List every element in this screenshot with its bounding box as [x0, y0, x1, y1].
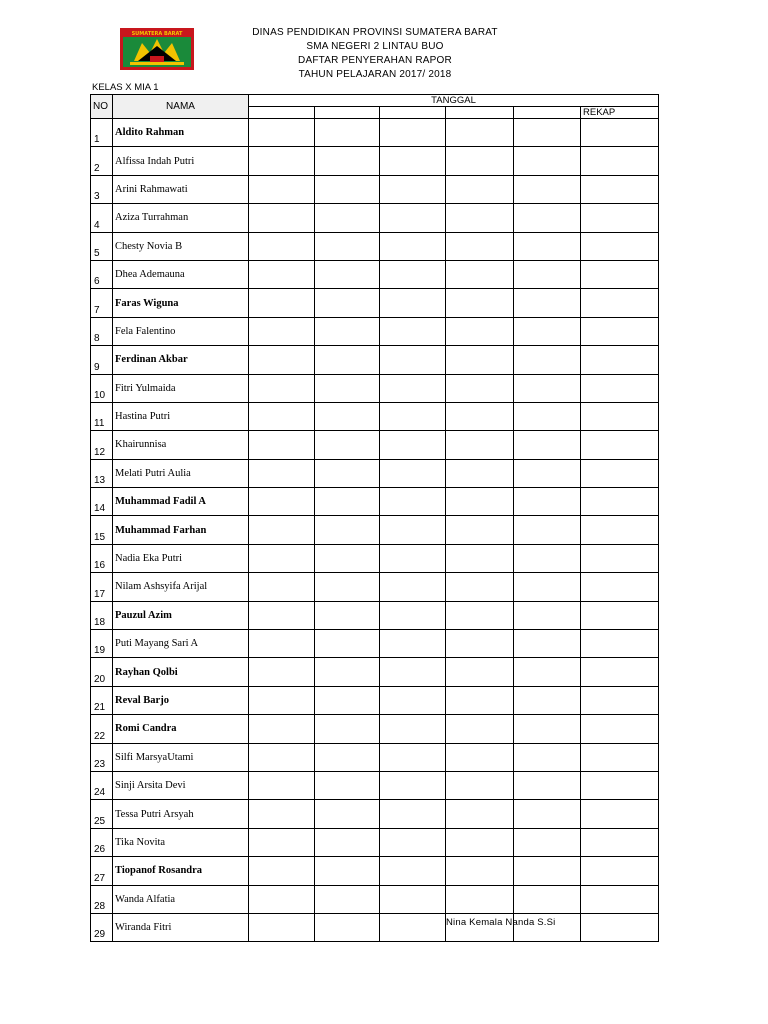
table-row: [91, 374, 659, 402]
rekap-cell: [581, 402, 659, 430]
date-cell: [249, 743, 315, 771]
date-cell: [315, 488, 380, 516]
date-cell: [315, 573, 380, 601]
date-cell: [514, 516, 581, 544]
rekap-cell: [581, 743, 659, 771]
date-cell: [249, 232, 315, 260]
date-cell: [315, 800, 380, 828]
student-name: Silfi MarsyaUtami: [113, 743, 249, 771]
date-cell: [249, 913, 315, 941]
date-cell: [514, 686, 581, 714]
date-cell: [514, 544, 581, 572]
date-cell: [446, 771, 514, 799]
student-name: Aziza Turrahman: [113, 204, 249, 232]
col-header-no: NO: [91, 95, 113, 119]
student-name: Fela Falentino: [113, 317, 249, 345]
date-cell: [315, 630, 380, 658]
table-row: [91, 431, 659, 459]
date-cell: [446, 431, 514, 459]
date-cell: [446, 715, 514, 743]
table-row: [91, 573, 659, 601]
report-handover-table: [90, 94, 659, 942]
date-cell: [249, 175, 315, 203]
date-cell: [514, 147, 581, 175]
row-number: 19: [91, 630, 113, 658]
date-cell: [315, 516, 380, 544]
date-cell: [514, 601, 581, 629]
row-number: 9: [91, 346, 113, 374]
col-header-nama: NAMA: [113, 95, 249, 119]
roster-body: [91, 119, 659, 942]
date-cell: [446, 828, 514, 856]
date-cell: [514, 289, 581, 317]
rekap-cell: [581, 488, 659, 516]
table-row: [91, 402, 659, 430]
table-row: [91, 119, 659, 147]
table-row: [91, 743, 659, 771]
date-cell: [446, 147, 514, 175]
sumatera-barat-logo: [120, 28, 194, 70]
rekap-cell: [581, 885, 659, 913]
date-col-5: [514, 107, 581, 119]
row-number: 23: [91, 743, 113, 771]
date-cell: [315, 828, 380, 856]
student-name: Tessa Putri Arsyah: [113, 800, 249, 828]
date-cell: [249, 601, 315, 629]
rekap-cell: [581, 119, 659, 147]
date-cell: [446, 630, 514, 658]
date-cell: [315, 857, 380, 885]
date-cell: [446, 686, 514, 714]
table-row: [91, 232, 659, 260]
date-cell: [446, 885, 514, 913]
date-col-4: [446, 107, 514, 119]
date-cell: [380, 913, 446, 941]
student-name: Khairunnisa: [113, 431, 249, 459]
date-cell: [249, 459, 315, 487]
date-cell: [315, 175, 380, 203]
rekap-cell: [581, 715, 659, 743]
date-cell: [380, 885, 446, 913]
date-cell: [249, 544, 315, 572]
date-cell: [446, 119, 514, 147]
date-cell: [315, 374, 380, 402]
header-line-year: TAHUN PELAJARAN 2017/ 2018: [298, 69, 452, 80]
date-cell: [446, 544, 514, 572]
date-cell: [249, 658, 315, 686]
rekap-cell: [581, 601, 659, 629]
student-name: Ferdinan Akbar: [113, 346, 249, 374]
row-number: 26: [91, 828, 113, 856]
date-cell: [249, 119, 315, 147]
row-number: 1: [91, 119, 113, 147]
date-cell: [514, 260, 581, 288]
date-cell: [514, 402, 581, 430]
date-cell: [249, 402, 315, 430]
date-cell: [514, 715, 581, 743]
student-name: Puti Mayang Sari A: [113, 630, 249, 658]
student-name: Arini Rahmawati: [113, 175, 249, 203]
row-number: 21: [91, 686, 113, 714]
date-cell: [380, 658, 446, 686]
rekap-cell: [581, 857, 659, 885]
date-cell: [514, 374, 581, 402]
date-cell: [446, 232, 514, 260]
date-cell: [315, 232, 380, 260]
col-header-tanggal: TANGGAL: [249, 95, 659, 107]
date-cell: [446, 459, 514, 487]
rekap-cell: [581, 346, 659, 374]
date-cell: [249, 147, 315, 175]
table-row: [91, 516, 659, 544]
date-cell: [514, 488, 581, 516]
date-cell: [315, 686, 380, 714]
table-row: [91, 828, 659, 856]
date-cell: [380, 488, 446, 516]
student-name: Dhea Ademauna: [113, 260, 249, 288]
document-header: [200, 26, 550, 82]
row-number: 5: [91, 232, 113, 260]
rekap-cell: [581, 431, 659, 459]
table-row: [91, 885, 659, 913]
student-name: Rayhan Qolbi: [113, 658, 249, 686]
table-row: [91, 346, 659, 374]
student-name: Wanda Alfatia: [113, 885, 249, 913]
date-cell: [380, 857, 446, 885]
row-number: 25: [91, 800, 113, 828]
date-cell: [514, 771, 581, 799]
rekap-cell: [581, 374, 659, 402]
row-number: 6: [91, 260, 113, 288]
date-cell: [315, 715, 380, 743]
date-cell: [446, 658, 514, 686]
date-cell: [249, 317, 315, 345]
date-cell: [315, 658, 380, 686]
table-row: [91, 857, 659, 885]
date-cell: [446, 800, 514, 828]
date-cell: [514, 232, 581, 260]
table-row: [91, 317, 659, 345]
table-row: [91, 204, 659, 232]
date-cell: [446, 204, 514, 232]
date-cell: [315, 459, 380, 487]
table-row: [91, 715, 659, 743]
date-cell: [315, 913, 380, 941]
table-row: [91, 800, 659, 828]
header-line-school: SMA NEGERI 2 LINTAU BUO: [306, 41, 444, 52]
date-cell: [380, 402, 446, 430]
date-cell: [380, 317, 446, 345]
row-number: 18: [91, 601, 113, 629]
table-row: [91, 771, 659, 799]
date-cell: [446, 573, 514, 601]
rekap-cell: [581, 232, 659, 260]
rekap-cell: [581, 771, 659, 799]
rekap-cell: [581, 260, 659, 288]
date-cell: [446, 374, 514, 402]
table-row: [91, 686, 659, 714]
date-cell: [446, 402, 514, 430]
date-cell: [380, 573, 446, 601]
date-cell: [380, 374, 446, 402]
row-number: 11: [91, 402, 113, 430]
date-cell: [446, 175, 514, 203]
date-cell: [380, 289, 446, 317]
student-name: Sinji Arsita Devi: [113, 771, 249, 799]
row-number: 14: [91, 488, 113, 516]
table-row: [91, 601, 659, 629]
date-cell: [380, 544, 446, 572]
date-cell: [514, 828, 581, 856]
row-number: 28: [91, 885, 113, 913]
date-cell: [249, 630, 315, 658]
date-cell: [514, 204, 581, 232]
date-cell: [514, 459, 581, 487]
table-row: [91, 630, 659, 658]
date-cell: [315, 346, 380, 374]
table-row: [91, 488, 659, 516]
date-cell: [446, 317, 514, 345]
table-row: [91, 913, 659, 941]
date-cell: [446, 346, 514, 374]
date-col-2: [315, 107, 380, 119]
class-label: KELAS X MIA 1: [92, 82, 159, 93]
row-number: 24: [91, 771, 113, 799]
rekap-cell: [581, 175, 659, 203]
date-cell: [514, 119, 581, 147]
date-cell: [514, 573, 581, 601]
date-cell: [446, 743, 514, 771]
date-cell: [315, 431, 380, 459]
date-cell: [315, 119, 380, 147]
date-cell: [249, 857, 315, 885]
row-number: 10: [91, 374, 113, 402]
student-name: Tiopanof Rosandra: [113, 857, 249, 885]
date-cell: [249, 686, 315, 714]
student-name: Hastina Putri: [113, 402, 249, 430]
row-number: 12: [91, 431, 113, 459]
rekap-cell: [581, 800, 659, 828]
date-cell: [446, 260, 514, 288]
date-cell: [380, 431, 446, 459]
rekap-cell: [581, 913, 659, 941]
row-number: 8: [91, 317, 113, 345]
date-cell: [380, 800, 446, 828]
row-number: 17: [91, 573, 113, 601]
date-cell: [514, 346, 581, 374]
rekap-cell: [581, 686, 659, 714]
rekap-cell: [581, 544, 659, 572]
table-row: [91, 289, 659, 317]
table-row: [91, 658, 659, 686]
date-cell: [315, 260, 380, 288]
student-name: Nilam Ashsyifa Arijal: [113, 573, 249, 601]
date-cell: [380, 771, 446, 799]
rekap-cell: [581, 573, 659, 601]
date-cell: [380, 743, 446, 771]
date-cell: [315, 601, 380, 629]
rekap-cell: [581, 828, 659, 856]
date-cell: [380, 686, 446, 714]
date-cell: [380, 828, 446, 856]
date-cell: [380, 204, 446, 232]
date-cell: [514, 175, 581, 203]
header-line-title: DAFTAR PENYERAHAN RAPOR: [298, 55, 452, 66]
date-cell: [249, 204, 315, 232]
student-name: Faras Wiguna: [113, 289, 249, 317]
date-cell: [380, 516, 446, 544]
date-cell: [446, 488, 514, 516]
table-row: [91, 459, 659, 487]
date-cell: [315, 204, 380, 232]
date-cell: [380, 715, 446, 743]
date-cell: [380, 147, 446, 175]
date-cell: [249, 488, 315, 516]
student-name: Aldito Rahman: [113, 119, 249, 147]
date-cell: [315, 402, 380, 430]
col-header-rekap: REKAP: [581, 107, 659, 119]
date-cell: [315, 289, 380, 317]
date-cell: [249, 573, 315, 601]
header-line-agency: DINAS PENDIDIKAN PROVINSI SUMATERA BARAT: [252, 27, 498, 38]
date-cell: [514, 885, 581, 913]
date-cell: [446, 857, 514, 885]
row-number: 7: [91, 289, 113, 317]
date-cell: [249, 289, 315, 317]
student-name: Fitri Yulmaida: [113, 374, 249, 402]
student-name: Muhammad Fadil A: [113, 488, 249, 516]
date-cell: [315, 544, 380, 572]
student-name: Chesty Novia B: [113, 232, 249, 260]
row-number: 15: [91, 516, 113, 544]
date-cell: [380, 175, 446, 203]
date-cell: [249, 771, 315, 799]
date-cell: [514, 800, 581, 828]
row-number: 13: [91, 459, 113, 487]
date-cell: [514, 743, 581, 771]
rekap-cell: [581, 630, 659, 658]
student-name: Nadia Eka Putri: [113, 544, 249, 572]
rekap-cell: [581, 459, 659, 487]
row-number: 4: [91, 204, 113, 232]
date-cell: [514, 857, 581, 885]
student-name: Tika Novita: [113, 828, 249, 856]
date-cell: [249, 431, 315, 459]
signature-name: Nina Kemala Nanda S.Si: [446, 917, 556, 928]
logo-text: SUMATERA BARAT: [131, 31, 183, 37]
student-name: Wiranda Fitri: [113, 913, 249, 941]
rekap-cell: [581, 658, 659, 686]
date-cell: [514, 630, 581, 658]
rekap-cell: [581, 147, 659, 175]
date-cell: [315, 771, 380, 799]
date-cell: [380, 630, 446, 658]
row-number: 3: [91, 175, 113, 203]
row-number: 27: [91, 857, 113, 885]
date-cell: [446, 289, 514, 317]
table-row: [91, 147, 659, 175]
date-cell: [380, 232, 446, 260]
row-number: 2: [91, 147, 113, 175]
student-name: Melati Putri Aulia: [113, 459, 249, 487]
date-cell: [249, 346, 315, 374]
date-cell: [380, 459, 446, 487]
date-cell: [514, 317, 581, 345]
date-cell: [249, 374, 315, 402]
row-number: 22: [91, 715, 113, 743]
date-cell: [249, 800, 315, 828]
date-cell: [315, 743, 380, 771]
date-col-1: [249, 107, 315, 119]
table-row: [91, 260, 659, 288]
date-cell: [315, 317, 380, 345]
table-row: [91, 175, 659, 203]
date-cell: [514, 431, 581, 459]
date-cell: [249, 516, 315, 544]
rekap-cell: [581, 204, 659, 232]
student-name: Muhammad Farhan: [113, 516, 249, 544]
date-cell: [514, 658, 581, 686]
date-cell: [446, 601, 514, 629]
rekap-cell: [581, 289, 659, 317]
date-col-3: [380, 107, 446, 119]
rekap-cell: [581, 516, 659, 544]
date-cell: [315, 147, 380, 175]
row-number: 20: [91, 658, 113, 686]
student-name: Pauzul Azim: [113, 601, 249, 629]
table-row: [91, 544, 659, 572]
row-number: 29: [91, 913, 113, 941]
date-cell: [249, 260, 315, 288]
date-cell: [380, 260, 446, 288]
date-cell: [249, 828, 315, 856]
date-cell: [380, 119, 446, 147]
rekap-cell: [581, 317, 659, 345]
date-cell: [315, 885, 380, 913]
date-cell: [446, 516, 514, 544]
date-cell: [380, 346, 446, 374]
date-cell: [380, 601, 446, 629]
date-cell: [249, 885, 315, 913]
student-name: Romi Candra: [113, 715, 249, 743]
student-name: Reval Barjo: [113, 686, 249, 714]
row-number: 16: [91, 544, 113, 572]
date-cell: [249, 715, 315, 743]
student-name: Alfissa Indah Putri: [113, 147, 249, 175]
